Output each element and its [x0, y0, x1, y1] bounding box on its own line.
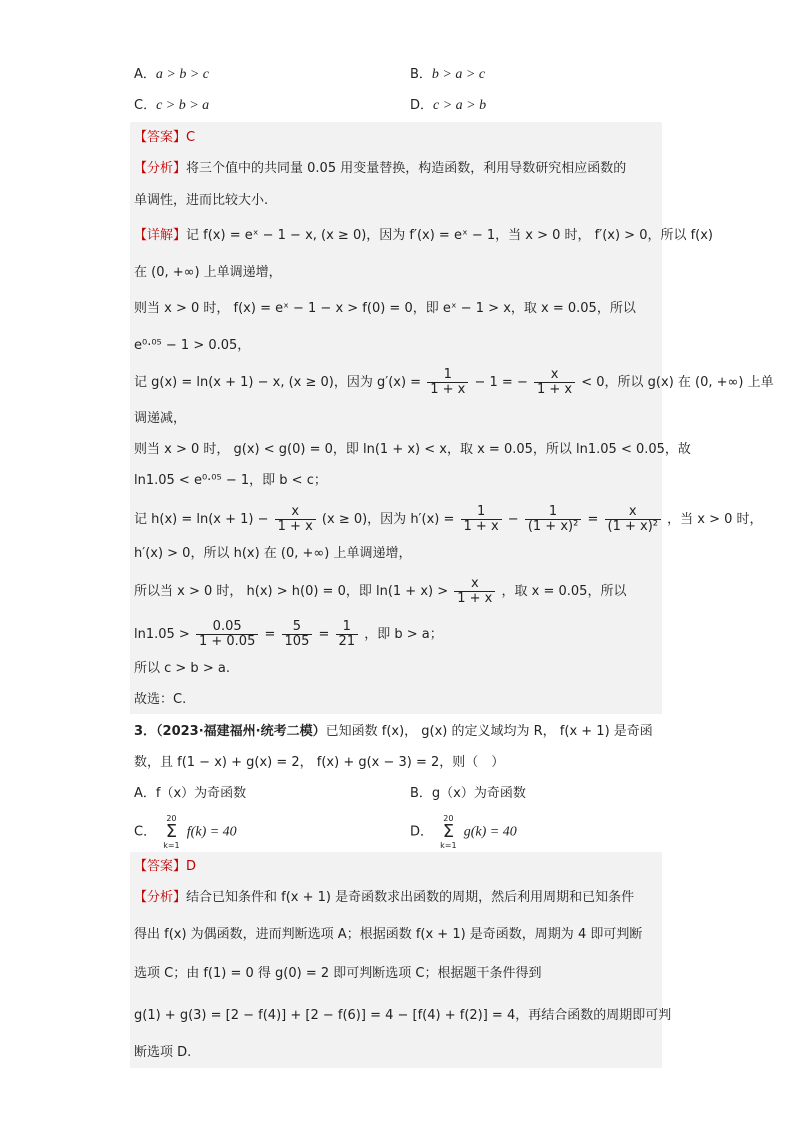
- q3-option-c: [134, 814, 237, 850]
- q2-detail-line-9: [134, 505, 763, 534]
- numerator: 1: [461, 505, 502, 520]
- q2-detail-line-3: 则当 x > 0 时， f(x) = eˣ − 1 − x > f(0) = 0，即 eˣ − 1 > x，取 x = 0.05，所以: [134, 301, 636, 316]
- q2-detail-line-2: 在 (0, +∞) 上单调递增，: [134, 265, 282, 280]
- sum-lower: k=1: [163, 841, 180, 850]
- q3-analysis-line-5: 断选项 D.: [134, 1045, 192, 1060]
- q3-answer: 【答案】D: [134, 859, 197, 874]
- q3-option-a: A．f（x）为奇函数: [134, 786, 247, 801]
- q2-analysis-line-2: 单调性，进而比较大小.: [134, 193, 269, 208]
- q2-detail-line-8: ln1.05 < e⁰·⁰⁵ − 1，即 b < c；: [134, 473, 327, 488]
- analysis-tag: 【分析】: [134, 161, 187, 176]
- text-segment: ，即 b > a；: [364, 627, 443, 642]
- sum-upper: 20: [166, 814, 177, 823]
- q2-detail-line-10: h′(x) > 0，所以 h(x) 在 (0, +∞) 上单调递增，: [134, 546, 412, 561]
- q2-detail-line-13: 所以 c > b > a.: [134, 661, 230, 676]
- numerator: 1: [336, 620, 359, 635]
- option-expression: g(k) = 40: [463, 824, 517, 840]
- option-expression: f(k) = 40: [186, 824, 237, 840]
- text-segment: ，当 x > 0 时，: [667, 512, 763, 527]
- denominator: 1 + x: [536, 382, 573, 397]
- numerator: x: [275, 505, 316, 520]
- q3-solution-panel: [130, 852, 662, 1068]
- q2-analysis-line-1: [134, 158, 626, 180]
- option-text: a > b > c: [155, 67, 210, 82]
- fraction: [282, 620, 313, 649]
- text-segment: − 1 = −: [474, 375, 528, 390]
- text-segment: (x ≥ 0)，因为 h′(x) =: [321, 512, 455, 527]
- analysis-text: 结合已知条件和 f(x + 1) 是奇函数求出函数的周期，然后利用周期和已知条件: [186, 890, 635, 905]
- option-text: c > a > b: [433, 98, 487, 113]
- q2-option-b: [410, 64, 485, 86]
- q3-analysis-line-2: 得出 f(x) 为偶函数，进而判断选项 A；根据函数 f(x + 1) 是奇函数，周期为 4 即可判断: [134, 927, 643, 942]
- option-text: c > b > a: [156, 98, 210, 113]
- text-segment: =: [587, 512, 599, 527]
- numerator: 0.05: [196, 620, 258, 635]
- question-source: （2023·福建福州·统考二模）: [156, 724, 326, 739]
- numerator: 5: [282, 620, 313, 635]
- text-segment: ，取 x = 0.05，所以: [501, 584, 627, 599]
- fraction: [534, 368, 575, 397]
- fraction: [525, 505, 581, 534]
- fraction: [336, 620, 359, 649]
- analysis-tag: 【分析】: [134, 890, 187, 905]
- denominator: (1 + x)²: [527, 519, 579, 534]
- option-letter: C．: [134, 98, 157, 113]
- text-segment: ln1.05 >: [134, 627, 190, 642]
- detail-tag: 【详解】: [134, 228, 187, 243]
- q2-detail-line-14: 故选：C.: [134, 692, 187, 707]
- q2-detail-line-12: [134, 620, 443, 649]
- fraction: [461, 505, 502, 534]
- sum-upper: 20: [443, 814, 454, 823]
- q2-option-c: [134, 95, 209, 117]
- q3-stem-line-1: [134, 721, 653, 743]
- summation: [163, 814, 179, 850]
- q2-answer: 【答案】C: [134, 130, 196, 145]
- sigma-symbol: Σ: [165, 821, 178, 842]
- denominator: 1 + x: [463, 519, 499, 534]
- q2-detail-line-5: [134, 368, 774, 397]
- denominator: 21: [338, 634, 356, 649]
- denominator: 1 + x: [430, 382, 466, 397]
- q2-detail-line-7: 则当 x > 0 时， g(x) < g(0) = 0，即 ln(1 + x) < x，取 x = 0.05，所以 ln1.05 < 0.05，故: [134, 442, 691, 457]
- fraction: [605, 505, 661, 534]
- q2-detail-line-11: [134, 577, 626, 606]
- option-letter: D．: [410, 824, 434, 840]
- denominator: 1 + 0.05: [198, 634, 256, 649]
- q3-analysis-line-3: 选项 C；由 f(1) = 0 得 g(0) = 2 即可判断选项 C；根据题干条件得到: [134, 966, 542, 981]
- text-segment: < 0，所以 g(x) 在 (0, +∞) 上单: [581, 375, 774, 390]
- option-letter: D．: [410, 98, 434, 113]
- text-segment: 所以当 x > 0 时， h(x) > h(0) = 0，即 ln(1 + x) >: [134, 584, 449, 599]
- denominator: 1 + x: [457, 591, 493, 606]
- detail-text: 记 f(x) = eˣ − 1 − x, (x ≥ 0)，因为 f′(x) = eˣ − 1，当 x > 0 时， f′(x) > 0，所以 f(x): [186, 228, 714, 243]
- text-segment: =: [264, 627, 276, 642]
- numerator: 1: [525, 505, 581, 520]
- q2-detail-line-4: e⁰·⁰⁵ − 1 > 0.05，: [134, 338, 251, 353]
- stem-text: 已知函数 f(x)， g(x) 的定义域均为 R， f(x + 1) 是奇函: [325, 724, 653, 739]
- q2-detail-line-6: 调递减，: [134, 411, 187, 426]
- denominator: 1 + x: [277, 519, 313, 534]
- question-number: 3．: [134, 724, 157, 739]
- fraction: [275, 505, 316, 534]
- q3-analysis-line-4: g(1) + g(3) = [2 − f(4)] + [2 − f(6)] = 4 − [f(4) + f(2)] = 4，再结合函数的周期即可判: [134, 1008, 672, 1023]
- option-letter: A．: [134, 67, 156, 82]
- denominator: (1 + x)²: [607, 519, 658, 534]
- fraction: [454, 577, 495, 606]
- sum-lower: k=1: [440, 841, 457, 850]
- q3-analysis-line-1: [134, 887, 634, 909]
- numerator: x: [605, 505, 661, 520]
- q2-option-d: [410, 95, 486, 117]
- numerator: 1: [427, 368, 468, 383]
- q2-option-a: [134, 64, 209, 86]
- denominator: 105: [284, 634, 310, 649]
- text-segment: 记 h(x) = ln(x + 1) −: [134, 512, 269, 527]
- summation: [440, 814, 456, 850]
- option-text: b > a > c: [431, 67, 486, 82]
- q3-option-d: [410, 814, 517, 850]
- q3-option-b: B．g（x）为奇函数: [410, 786, 526, 801]
- fraction: [196, 620, 258, 649]
- analysis-text: 将三个值中的共同量 0.05 用变量替换，构造函数，利用导数研究相应函数的: [186, 161, 627, 176]
- q2-detail-line-1: [134, 225, 713, 247]
- fraction: [427, 368, 468, 397]
- numerator: x: [454, 577, 495, 592]
- numerator: x: [534, 368, 575, 383]
- option-letter: B．: [410, 67, 432, 82]
- q3-stem-line-2: 数，且 f(1 − x) + g(x) = 2， f(x) + g(x − 3) = 2，则（ ）: [134, 755, 505, 770]
- sigma-symbol: Σ: [442, 821, 455, 842]
- option-letter: C．: [134, 824, 157, 840]
- text-segment: =: [318, 627, 330, 642]
- text-segment: −: [507, 512, 519, 527]
- text-segment: 记 g(x) = ln(x + 1) − x, (x ≥ 0)，因为 g′(x) =: [134, 375, 422, 390]
